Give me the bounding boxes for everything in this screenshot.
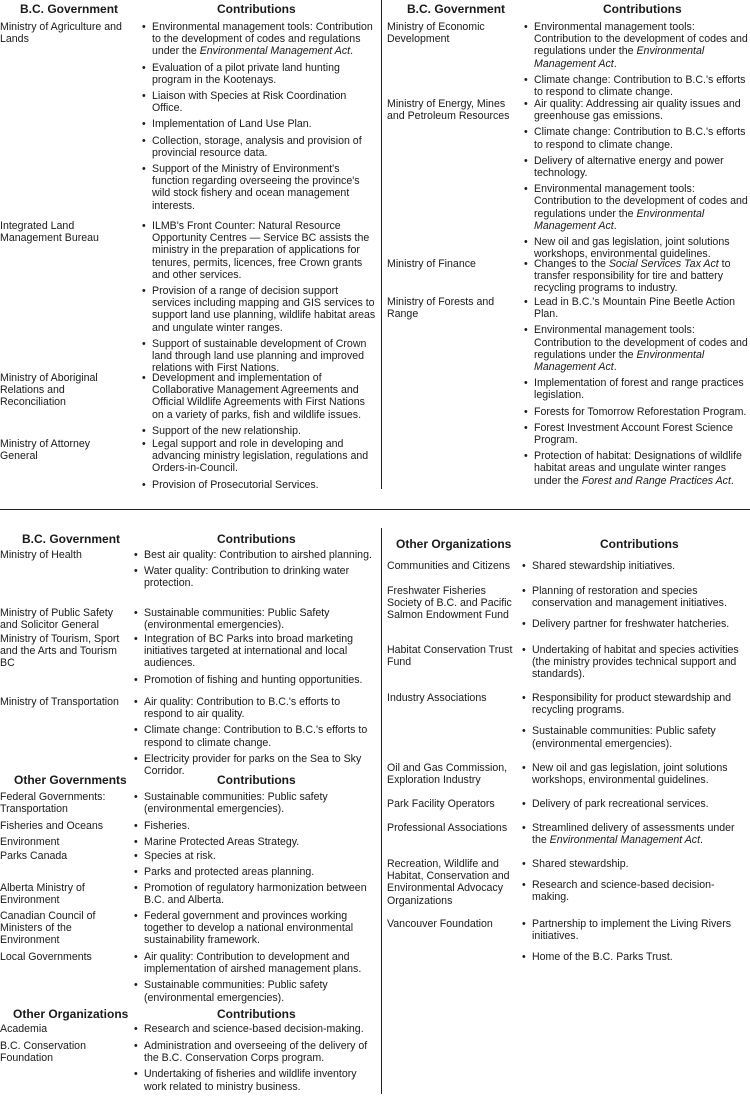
list-item: • Collection, storage, analysis and provision of provincial resource data. [142, 135, 378, 159]
contribution-list [142, 438, 378, 495]
list-item: • Species at risk. [134, 850, 378, 862]
organization-name: Ministry of Energy, Mines and Petroleum Resources [387, 98, 510, 123]
contribution-list [134, 791, 378, 819]
contribution-list [142, 372, 378, 441]
list-item: • Home of the B.C. Parks Trust. [522, 951, 750, 963]
header-other-governments: Other Governments [14, 773, 127, 787]
contribution-list [134, 910, 378, 951]
list-item: • ILMB's Front Counter: Natural Resource Opportunity Centres — Service BC assists the ministry in the preparation of applications for tenures, permits, licences, free Crown grants and other services. [142, 220, 378, 281]
list-item: • Sustainable communities: Public safety (environmental emergencies). [134, 979, 378, 1003]
contribution-list [142, 220, 378, 378]
contribution-list [522, 918, 750, 973]
other-organizations-table-bottom-right [387, 530, 750, 1094]
organization-name: Canadian Council of Ministers of the Environment [0, 910, 96, 947]
list-item: • Implementation of forest and range practices legislation. [524, 377, 750, 401]
organization-name: Ministry of Economic Development [387, 21, 485, 46]
list-item: • Integration of BC Parks into broad marketing initiatives targeted at international and local audiences. [134, 633, 378, 670]
organization-name: Vancouver Foundation [387, 918, 493, 930]
top-column-divider [381, 0, 382, 489]
list-item: • New oil and gas legislation, joint solutions workshops, environmental guidelines. [524, 236, 750, 260]
list-item: • Administration and overseeing of the delivery of the B.C. Conservation Corps program. [134, 1040, 378, 1064]
list-item: • Water quality: Contribution to drinking water protection. [134, 565, 378, 589]
list-item: • Undertaking of habitat and species activities (the ministry provides technical support and standards). [522, 644, 750, 681]
list-item: • Climate change: Contribution to B.C.'s efforts to respond to climate change. [524, 126, 750, 150]
contribution-list [134, 633, 378, 690]
list-item: • Provision of Prosecutorial Services. [142, 479, 378, 491]
list-item: • Development and implementation of Collaborative Management Agreements and Official Wildlife Agreements with First Nations on a variety of parks, fish and wildlife issues. [142, 372, 378, 421]
list-item: • Research and science-based decision-making. [522, 879, 750, 903]
list-item: • Climate change: Contribution to B.C.'s efforts to respond to climate change. [524, 74, 750, 98]
contribution-list [524, 98, 750, 264]
list-item: • Support of sustainable development of Crown land through land use planning and improved relations with First Nations. [142, 338, 378, 375]
contribution-list [134, 549, 378, 594]
list-item: • Research and science-based decision-making. [134, 1023, 378, 1035]
contribution-list [134, 696, 378, 781]
list-item: • Best air quality: Contribution to airshed planning. [134, 549, 378, 561]
section-divider [0, 509, 750, 510]
organization-name: Academia [0, 1023, 48, 1035]
header-other-organizations: Other Organizations [13, 1007, 129, 1021]
contribution-list [134, 820, 378, 836]
organization-name: Freshwater Fisheries Society of B.C. and Pacific Salmon Endowment Fund [387, 585, 512, 622]
list-item: • Sustainable communities: Public Safety (environmental emergencies). [134, 607, 378, 631]
contribution-list [522, 858, 750, 913]
organization-name: Ministry of Health [0, 549, 82, 561]
contribution-list [522, 798, 750, 814]
list-item: • Electricity provider for parks on the Sea to Sky Corridor. [134, 753, 378, 777]
header-bc-government: B.C. Government [20, 2, 119, 16]
list-item: • Delivery partner for freshwater hatcheries. [522, 618, 750, 630]
list-item: • New oil and gas legislation, joint solutions workshops, environmental guidelines. [522, 762, 750, 786]
list-item: • Protection of habitat: Designations of wildlife habitat areas and ungulate winter ranges under the Forest and Range Practices Act. [524, 450, 750, 487]
organization-name: Ministry of Aboriginal Relations and Reconciliation [0, 372, 98, 409]
contribution-list [134, 607, 378, 635]
organization-name: Oil and Gas Commission, Exploration Industry [387, 762, 508, 787]
list-item: • Federal government and provinces working together to develop a national environmental sustainability framework. [134, 910, 378, 947]
contribution-list [522, 644, 750, 685]
list-item: • Support of the Ministry of Environment's function regarding overseeing the province's wild stock fishery and ocean management interests. [142, 163, 378, 212]
list-item: • Climate change: Contribution to B.C.'s efforts to respond to climate change. [134, 724, 378, 748]
bottom-column-divider [381, 528, 382, 1094]
list-item: • Fisheries. [134, 820, 378, 832]
header-contributions: Contributions [217, 532, 296, 546]
organization-name: Fisheries and Oceans [0, 820, 104, 832]
list-item: • Air quality: Contribution to development and implementation of airshed management plans. [134, 951, 378, 975]
organization-name: Park Facility Operators [387, 798, 495, 810]
list-item: • Parks and protected areas planning. [134, 866, 378, 878]
contribution-list [522, 822, 750, 850]
list-item: • Sustainable communities: Public safety (environmental emergencies). [134, 791, 378, 815]
contribution-list [522, 762, 750, 790]
organization-name: Federal Governments: Transportation [0, 791, 106, 816]
organization-name: Ministry of Attorney General [0, 438, 91, 463]
contribution-list [524, 258, 750, 299]
contribution-list [134, 850, 378, 882]
list-item: • Partnership to implement the Living Rivers initiatives. [522, 918, 750, 942]
list-item: • Sustainable communities: Public safety (environmental emergencies). [522, 725, 750, 749]
header-bc-government: B.C. Government [407, 2, 506, 16]
contribution-list [522, 692, 750, 759]
header-contributions: Contributions [600, 537, 679, 551]
list-item: • Changes to the Social Services Tax Act to transfer responsibility for tire and battery recycling programs to industry. [524, 258, 750, 295]
organization-name: Local Governments [0, 951, 92, 963]
organization-name: Professional Associations [387, 822, 508, 834]
list-item: • Implementation of Land Use Plan. [142, 118, 378, 130]
contribution-list [134, 1023, 378, 1039]
list-item: • Marine Protected Areas Strategy. [134, 836, 378, 848]
list-item: • Shared stewardship initiatives. [522, 560, 750, 572]
list-item: • Provision of a range of decision support services including mapping and GIS services to support land use planning, wildlife habitat areas and ungulate winter ranges. [142, 285, 378, 334]
list-item: • Streamlined delivery of assessments under the Environmental Management Act. [522, 822, 750, 846]
contribution-list [522, 560, 750, 576]
header-other-organizations: Other Organizations [396, 537, 512, 551]
organization-name: Ministry of Tourism, Sport and the Arts and Tourism BC [0, 633, 120, 670]
contribution-list [524, 21, 750, 102]
contribution-list [134, 882, 378, 910]
list-item: • Shared stewardship. [522, 858, 750, 870]
contribution-list [134, 1040, 378, 1097]
header-contributions: Contributions [217, 773, 296, 787]
list-item: • Promotion of regulatory harmonization between B.C. and Alberta. [134, 882, 378, 906]
list-item: • Legal support and role in developing and advancing ministry legislation, regulations and Orders-in-Council. [142, 438, 378, 475]
organization-name: Ministry of Finance [387, 258, 476, 270]
list-item: • Forest Investment Account Forest Science Program. [524, 422, 750, 446]
organization-name: Ministry of Transportation [0, 696, 119, 708]
list-item: • Promotion of fishing and hunting opportunities. [134, 674, 378, 686]
organization-name: B.C. Conservation Foundation [0, 1040, 86, 1065]
organization-name: Ministry of Forests and Range [387, 296, 495, 321]
list-item: • Air quality: Contribution to B.C.'s efforts to respond to air quality. [134, 696, 378, 720]
bc-government-table-top-left [0, 0, 378, 490]
organization-name: Recreation, Wildlife and Habitat, Conservation and Environmental Advocacy Organizations [387, 858, 510, 907]
bc-government-table-bottom-left [0, 530, 378, 1094]
organization-name: Environment [0, 836, 60, 848]
list-item: • Delivery of park recreational services. [522, 798, 750, 810]
header-contributions: Contributions [603, 2, 682, 16]
organization-name: Alberta Ministry of Environment [0, 882, 85, 907]
list-item: • Environmental management tools: Contribution to the development of codes and regulations under the Environmental Management Act. [524, 183, 750, 232]
list-item: • Air quality: Addressing air quality issues and greenhouse gas emissions. [524, 98, 750, 122]
organization-name: Parks Canada [0, 850, 68, 862]
organization-name: Ministry of Agriculture and Lands [0, 21, 122, 46]
list-item: • Lead in B.C.'s Mountain Pine Beetle Action Plan. [524, 296, 750, 320]
organization-name: Ministry of Public Safety and Solicitor General [0, 607, 114, 632]
header-contributions: Contributions [217, 2, 296, 16]
list-item: • Forests for Tomorrow Reforestation Program. [524, 406, 750, 418]
list-item: • Delivery of alternative energy and power technology. [524, 155, 750, 179]
list-item: • Evaluation of a pilot private land hunting program in the Kootenays. [142, 62, 378, 86]
organization-name: Habitat Conservation Trust Fund [387, 644, 513, 669]
header-bc-government: B.C. Government [22, 532, 121, 546]
organization-name: Integrated Land Management Bureau [0, 220, 99, 245]
list-item: • Liaison with Species at Risk Coordination Office. [142, 90, 378, 114]
contribution-list [522, 585, 750, 640]
list-item: • Environmental management tools: Contribution to the development of codes and regulations under the Environmental Management Act. [142, 21, 378, 58]
contribution-list [134, 951, 378, 1008]
list-item: • Undertaking of fisheries and wildlife inventory work related to ministry business. [134, 1068, 378, 1092]
list-item: • Planning of restoration and species conservation and management initiatives. [522, 585, 750, 609]
contribution-list [142, 21, 378, 216]
list-item: • Environmental management tools: Contribution to the development of codes and regulations under the Environmental Management Act. [524, 324, 750, 373]
list-item: • Environmental management tools: Contribution to the development of codes and regulations under the Environmental Management Act. [524, 21, 750, 70]
contribution-list [524, 296, 750, 491]
organization-name: Communities and Citizens [387, 560, 511, 572]
list-item: • Support of the new relationship. [142, 425, 378, 437]
header-contributions: Contributions [217, 1007, 296, 1021]
list-item: • Responsibility for product stewardship and recycling programs. [522, 692, 750, 716]
bc-government-table-top-right [387, 0, 750, 490]
organization-name: Industry Associations [387, 692, 487, 704]
